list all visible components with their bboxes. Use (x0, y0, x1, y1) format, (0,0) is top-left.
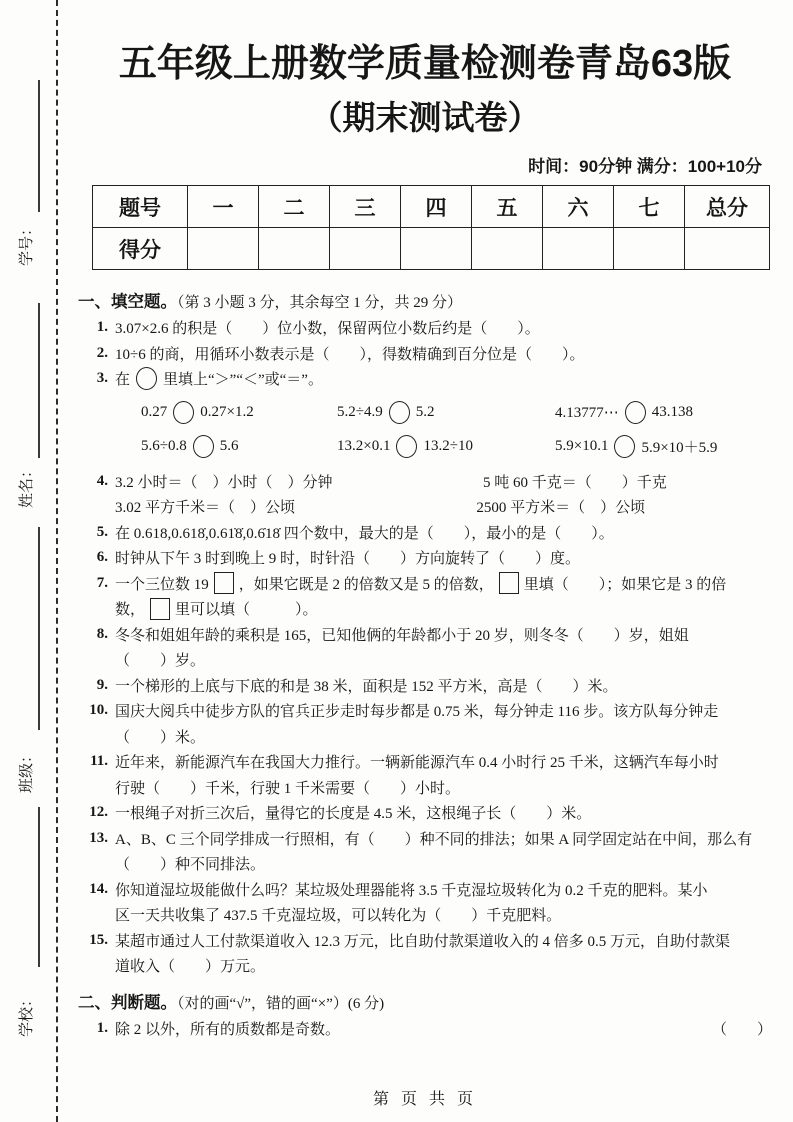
comparison-right: 43.138 (651, 404, 693, 421)
score-cell (685, 228, 770, 270)
question-number: 10. (89, 702, 108, 719)
question-text: 近年来，新能源汽车在我国大力推行。一辆新能源汽车 0.4 小时行 25 千米，这辆汽车每小时 (115, 755, 719, 772)
comparison-right: 5.2 (415, 404, 435, 421)
question-text: 你知道湿垃圾能做什么吗？某垃圾处理器能将 3.5 千克湿垃圾转化为 0.2 千克的肥料。某小 (115, 882, 708, 899)
question-text: 道收入（ ）万元。 (115, 959, 266, 976)
score-cell (259, 228, 330, 270)
question-item (78, 315, 772, 341)
page-title: 五年级上册数学质量检测卷青岛63版 (118, 43, 732, 85)
question-text: 区一天共收集了 437.5 千克湿垃圾，可以转化为（ ）千克肥料。 (115, 908, 562, 925)
question-text: 3.2 小时＝（ ）小时（ ）分钟 (115, 474, 333, 491)
answer-box (150, 598, 170, 620)
question-number: 13. (89, 829, 108, 846)
question-text: （ ）米。 (115, 729, 206, 746)
question-item (78, 469, 772, 520)
question-item (78, 1016, 772, 1042)
comparison-item (337, 430, 555, 464)
question-number: 7. (96, 574, 108, 591)
question-number: 1. (96, 319, 108, 336)
score-cell (472, 228, 543, 270)
question-text: 5 吨 60 千克＝（ ）千克 (482, 474, 667, 491)
question-item (78, 673, 772, 699)
question-text: 某超市通过人工付款渠道收入 12.3 万元，比自助付款渠道收入的 4 倍多 0.5 万元，自助付款渠 (115, 933, 731, 950)
section (78, 288, 772, 979)
question-text: （ ）岁。 (115, 653, 206, 670)
comparison-right: 5.9×10＋5.9 (641, 440, 718, 457)
section-title: 二、判断题。 (78, 993, 177, 1012)
question-text: 时钟从下午 3 时到晚上 9 时，时针沿（ ）方向旋转了（ ）度。 (115, 551, 581, 568)
comparison-right: 13.2÷10 (423, 438, 473, 455)
comparison-item (141, 430, 337, 464)
score-header-cell: 总分 (685, 186, 770, 228)
sidebar-field-class: 班级： (18, 747, 35, 793)
section-title: 一、填空题。 (78, 293, 177, 312)
comparison-right: 5.6 (219, 438, 239, 455)
class-write-line (38, 527, 40, 730)
question-item (78, 520, 772, 546)
section-note: （对的画“√”，错的画“×”）(6 分) (177, 995, 385, 1012)
question-number: 2. (96, 344, 108, 361)
question-number: 9. (96, 676, 108, 693)
page-subtitle: （期末测试卷） (309, 98, 541, 136)
comparison-left: 5.6÷0.8 (141, 438, 187, 455)
comparison-left: 5.9×10.1 (555, 438, 609, 455)
answer-box (214, 572, 234, 594)
score-header-cell: 三 (330, 186, 401, 228)
score-row-label: 得分 (93, 228, 188, 270)
footer-page-label: 第 页 共 页 (372, 1091, 477, 1108)
comparison-left: 13.2×0.1 (337, 438, 391, 455)
question-number: 1. (96, 1019, 108, 1036)
sidebar-field-name: 姓名： (18, 462, 35, 508)
comparison-circle (614, 435, 635, 458)
comparison-circle (136, 367, 157, 390)
score-cell (330, 228, 401, 270)
question-text: 数， (115, 602, 146, 619)
question-number: 3. (96, 370, 108, 387)
question-item (78, 571, 772, 622)
question-item (78, 622, 772, 673)
student-id-write-line (38, 80, 40, 212)
section-note: （第 3 小题 3 分，其余每空 1 分，共 29 分） (177, 295, 463, 312)
score-header-cell: 四 (401, 186, 472, 228)
comparison-item (337, 396, 555, 430)
question-item (78, 877, 772, 928)
question-text: A、B、C 三个同学排成一行照相，有（ ）种不同的排法；如果 A 同学固定站在中间，那么有 (115, 831, 753, 848)
exam-meta: 时间：90分钟 满分：100+10分 (528, 157, 762, 177)
question-sections (78, 288, 772, 1041)
question-text: 国庆大阅兵中徒步方队的官兵正步走时每步都是 0.75 米，每分钟走 116 步。该方队每分钟走 (115, 704, 719, 721)
name-write-line (38, 303, 40, 458)
question-number: 6. (96, 549, 108, 566)
score-cell (614, 228, 685, 270)
comparison-circle (173, 401, 194, 424)
question-item (78, 826, 772, 877)
question-text: 在 (115, 372, 131, 389)
score-header-cell: 六 (543, 186, 614, 228)
comparison-grid (115, 396, 772, 464)
comparison-circle (193, 435, 214, 458)
question-item (78, 928, 772, 979)
comparison-circle (389, 401, 410, 424)
question-text: 10÷6 的商，用循环小数表示是（ ），得数精确到百分位是（ ）。 (115, 346, 585, 363)
question-text: 冬冬和姐姐年龄的乘积是 165，已知他俩的年龄都小于 20 岁，则冬冬（ ）岁，姐姐 (115, 627, 689, 644)
question-text: 里填上“＞”“＜”或“＝”。 (163, 372, 323, 389)
score-header-cell: 五 (472, 186, 543, 228)
question-text: 一个梯形的上底与下底的和是 38 米，面积是 152 平方米，高是（ ）米。 (115, 678, 618, 695)
comparison-circle (396, 435, 417, 458)
question-item (78, 800, 772, 826)
comparison-left: 0.27 (141, 404, 168, 421)
score-cell (543, 228, 614, 270)
question-text: 里可以填（ ）。 (175, 602, 318, 619)
question-item (78, 698, 772, 749)
answer-box (499, 572, 519, 594)
question-number: 15. (89, 931, 108, 948)
question-number: 11. (90, 753, 108, 770)
sidebar-field-school: 学校： (18, 991, 35, 1037)
comparison-item (555, 396, 772, 430)
question-text: 一根绳子对折三次后，量得它的长度是 4.5 米，这根绳子长（ ）米。 (115, 806, 592, 823)
sidebar-field-student-id: 学号： (18, 220, 35, 266)
score-cell (188, 228, 259, 270)
comparison-left: 5.2÷4.9 (337, 404, 383, 421)
school-write-line (38, 807, 40, 967)
score-header-cell: 二 (259, 186, 330, 228)
seal-line (56, 0, 58, 1122)
question-text: 3.02 平方千米＝（ ）公顷 (115, 500, 296, 517)
exam-paper (78, 0, 772, 1041)
question-text: （ ）种不同排法。 (115, 857, 266, 874)
question-item (78, 341, 772, 367)
comparison-left: 4.13777⋯ (555, 405, 619, 422)
question-text: 在 0.618,0.618̇,0.61̇8̇,0.6̇18̇ 四个数中，最大的是（ ），最小的是（ ）。 (115, 525, 614, 542)
comparison-item (555, 430, 772, 464)
question-text: 除 2 以外，所有的质数都是奇数。 (115, 1021, 341, 1038)
question-item (78, 366, 772, 469)
section (78, 989, 772, 1042)
question-number: 14. (89, 880, 108, 897)
question-text: 一个三位数 19 (115, 576, 209, 593)
question-item (78, 545, 772, 571)
question-text: ，如果它既是 2 的倍数又是 5 的倍数， (238, 576, 494, 593)
score-table-corner: 题号 (93, 186, 188, 228)
score-header-cell: 一 (188, 186, 259, 228)
question-number: 12. (89, 804, 108, 821)
question-text: 里填（ ）；如果它是 3 的倍 (523, 576, 727, 593)
question-text: 2500 平方米＝（ ）公顷 (476, 500, 646, 517)
score-cell (401, 228, 472, 270)
comparison-circle (625, 401, 646, 424)
question-text: （ ） (711, 1021, 772, 1038)
comparison-right: 0.27×1.2 (200, 404, 254, 421)
score-header-cell: 七 (614, 186, 685, 228)
question-number: 8. (96, 625, 108, 642)
comparison-item (141, 396, 337, 430)
score-table (92, 185, 770, 270)
question-text: 3.07×2.6 的积是（ ）位小数，保留两位小数后约是（ ）。 (115, 321, 540, 338)
question-text: 行驶（ ）千米，行驶 1 千米需要（ ）小时。 (115, 780, 461, 797)
question-item (78, 749, 772, 800)
question-number: 4. (96, 472, 108, 489)
question-number: 5. (96, 523, 108, 540)
